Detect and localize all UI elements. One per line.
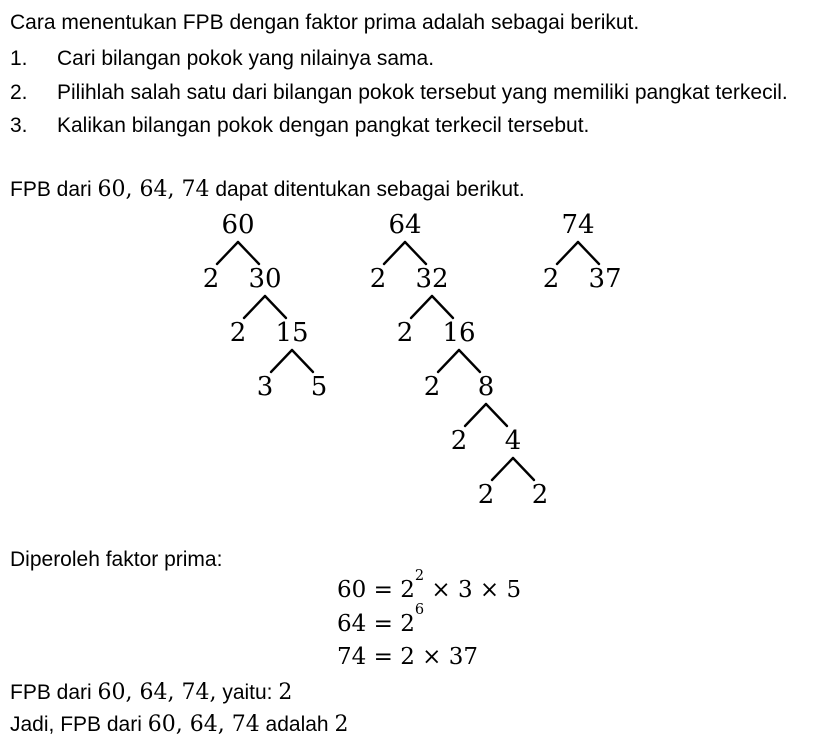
tree-root: 60	[221, 210, 255, 240]
tree-node-right: 8	[477, 372, 495, 402]
fpb-intro-post: dapat ditentukan sebagai berikut.	[209, 178, 525, 201]
step-number: 1.	[10, 47, 28, 70]
factor-trees	[0, 212, 830, 524]
step-item-3	[10, 109, 810, 143]
eq-exponent: 2	[414, 568, 425, 585]
eq-base: 2	[400, 577, 415, 603]
equation-60	[337, 568, 522, 608]
conclusion-numbers: 60, 64, 74	[147, 712, 260, 737]
equation-74	[337, 641, 521, 675]
tree-node-left: 2	[202, 264, 220, 294]
fpb-intro-pre: FPB dari	[10, 178, 98, 201]
fpb-intro-line	[10, 175, 525, 205]
intro-paragraph: Cara menentukan FPB dengan faktor prima adalah sebagai berikut.	[10, 11, 640, 34]
tree-node-right: 30	[248, 264, 282, 294]
tree-branch-lines	[0, 212, 830, 524]
tree-node-right: 5	[310, 372, 328, 402]
eq-exponent: 6	[414, 601, 425, 618]
eq-sign: =	[366, 644, 401, 670]
step-number: 3.	[10, 114, 28, 137]
result-numbers: 60, 64, 74,	[97, 680, 217, 705]
eq-base: 2	[400, 610, 415, 637]
tree-root: 64	[388, 210, 422, 240]
conclusion-value: 2	[334, 712, 349, 737]
eq-lhs: 64	[337, 610, 367, 637]
step-number: 2.	[10, 80, 28, 104]
result-value: 2	[278, 680, 293, 705]
prime-factors-label: Diperoleh faktor prima:	[10, 548, 223, 571]
steps-list	[10, 42, 810, 143]
tree-node-left: 2	[369, 264, 387, 294]
tree-node-left: 2	[229, 318, 247, 348]
step-item-2	[10, 76, 810, 110]
tree-node-left: 2	[450, 426, 468, 456]
fpb-intro-numbers: 60, 64, 74	[97, 177, 210, 202]
tree-node-right: 15	[275, 318, 309, 348]
result-mid: yaitu:	[216, 681, 279, 704]
result-pre: FPB dari	[10, 681, 98, 704]
conclusion-mid: adalah	[259, 713, 335, 736]
equation-64	[337, 601, 521, 642]
step-text: Cari bilangan pokok yang nilainya sama.	[57, 47, 435, 70]
eq-sign: =	[366, 577, 401, 603]
prime-factor-equations	[337, 568, 522, 675]
tree-node-left: 2	[396, 318, 414, 348]
step-text: Kalikan bilangan pokok dengan pangkat terkecil tersebut.	[57, 114, 590, 137]
tree-root: 74	[561, 210, 595, 240]
eq-lhs: 60	[337, 577, 367, 603]
fpb-result-line	[10, 678, 292, 708]
conclusion-pre: Jadi, FPB dari	[10, 713, 148, 736]
tree-node-left: 2	[477, 480, 495, 510]
step-text: Pilihlah salah satu dari bilangan pokok tersebut yang memiliki pangkat terkecil.	[57, 80, 788, 104]
eq-base: 2	[400, 644, 415, 670]
eq-lhs: 74	[337, 644, 367, 670]
tree-node-right: 37	[588, 264, 622, 294]
eq-sign: =	[366, 610, 401, 637]
tree-node-right: 32	[415, 264, 449, 294]
tree-node-left: 3	[256, 372, 274, 402]
eq-rest: × 3 × 5	[424, 577, 522, 603]
tree-node-right: 4	[504, 426, 522, 456]
tree-node-right: 16	[442, 318, 476, 348]
tree-node-left: 2	[542, 264, 560, 294]
tree-node-left: 2	[423, 372, 441, 402]
tree-node-right: 2	[531, 480, 549, 510]
step-item-1	[10, 42, 810, 76]
conclusion-line	[10, 710, 348, 740]
eq-rest: × 37	[414, 644, 478, 670]
